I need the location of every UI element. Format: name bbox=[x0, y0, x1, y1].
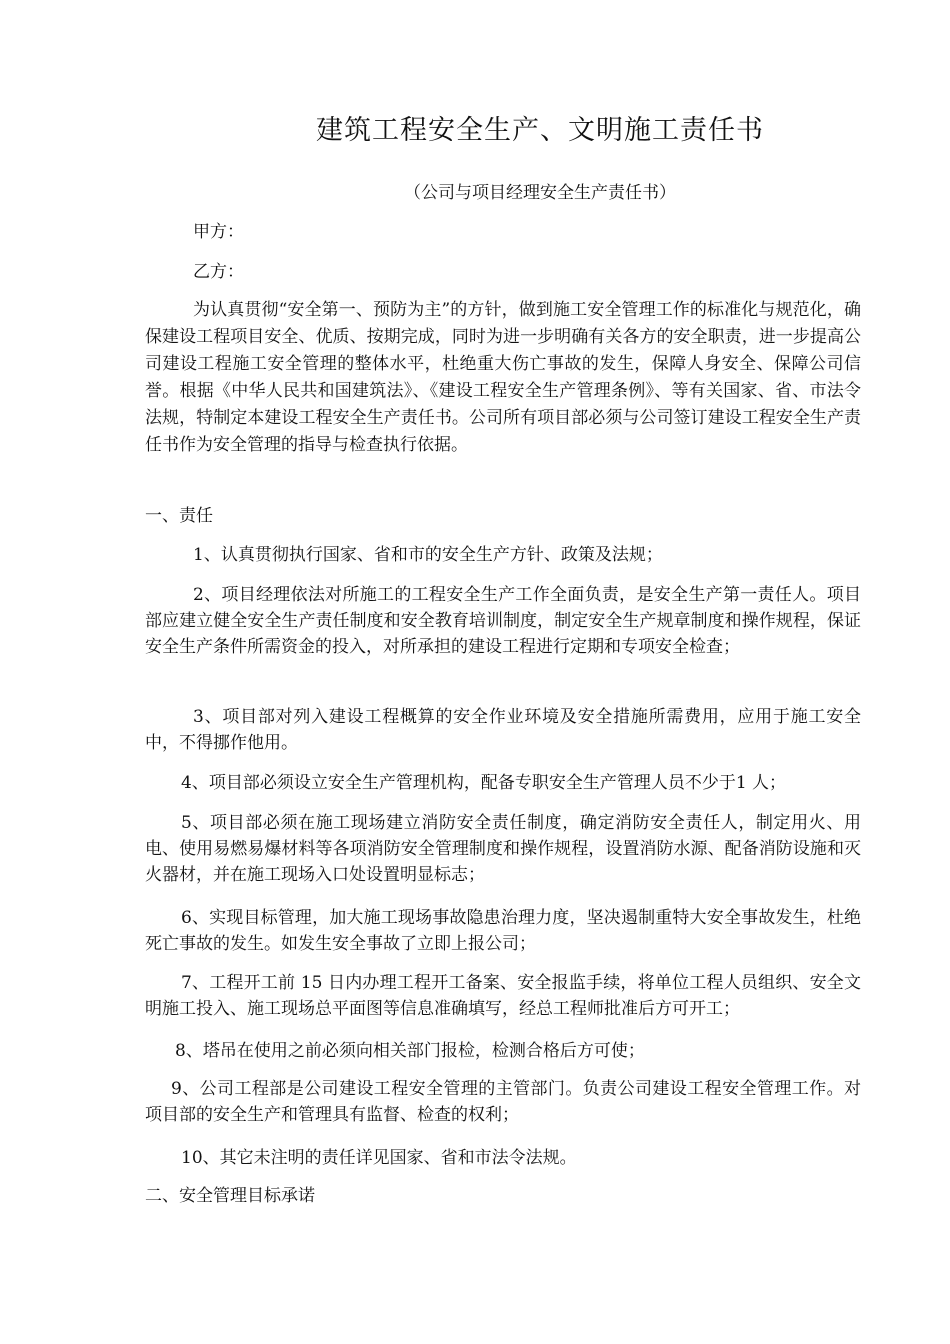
item-2: 2、项目经理依法对所施工的工程安全生产工作全面负责，是安全生产第一责任人。项目部应建立健全安全生产责任制度和安全教育培训制度，制定安全生产规章制度和操作规程，保证安全生产条件所需资金的投入，对所承担的建设工程进行定期和专项安全检查； bbox=[145, 585, 861, 657]
section-heading-responsibility: 一、责任 bbox=[145, 506, 213, 526]
item-9: 9、公司工程部是公司建设工程安全管理的主管部门。负责公司建设工程安全管理工作。对项目部的安全生产和管理具有监督、检查的权利； bbox=[145, 1079, 861, 1125]
party-a-label: 甲方： bbox=[193, 222, 244, 242]
item-5: 5、项目部必须在施工现场建立消防安全责任制度，确定消防安全责任人，制定用火、用电、使用易燃易爆材料等各项消防安全管理制度和操作规程，设置消防水源、配备消防设施和灭火器材，并在施工现场入口处设置明显标志； bbox=[145, 813, 861, 885]
item-1: 1、认真贯彻执行国家、省和市的安全生产方针、政策及法规； bbox=[193, 545, 663, 565]
item-7: 7、工程开工前 15 日内办理工程开工备案、安全报监手续，将单位工程人员组织、安全文明施工投入、施工现场总平面图等信息准确填写，经总工程师批准后方可开工； bbox=[145, 973, 861, 1019]
item-3: 3、项目部对列入建设工程概算的安全作业环境及安全措施所需费用，应用于施工安全中，不得挪作他用。 bbox=[145, 707, 861, 753]
item-8: 8、塔吊在使用之前必须向相关部门报检，检测合格后方可使； bbox=[175, 1041, 645, 1061]
intro-paragraph: 为认真贯彻“安全第一、预防为主”的方针，做到施工安全管理工作的标准化与规范化，确保建设工程项目安全、优质、按期完成，同时为进一步明确有关各方的安全职责，进一步提高公司建设工程施工安全管理的整体水平，杜绝重大伤亡事故的发生，保障人身安全、保障公司信誉。根据《中华人民共和国建筑法》、《建设工程安全生产管理条例》、等有关国家、省、市法令法规，特制定本建设工程安全生产责任书。公司所有项目部必须与公司签订建设工程安全生产责任书作为安全管理的指导与检查执行依据。 bbox=[145, 300, 861, 455]
document-title: 建筑工程安全生产、文明施工责任书 bbox=[316, 115, 764, 146]
item-4: 4、项目部必须设立安全生产管理机构，配备专职安全生产管理人员不少于1 人； bbox=[181, 773, 787, 793]
section-heading-safety-goals: 二、安全管理目标承诺 bbox=[145, 1186, 315, 1206]
item-6: 6、实现目标管理，加大施工现场事故隐患治理力度，坚决遏制重特大安全事故发生，杜绝死亡事故的发生。如发生安全事故了立即上报公司； bbox=[145, 908, 861, 954]
item-10: 10、其它未注明的责任详见国家、省和市法令法规。 bbox=[181, 1148, 577, 1168]
document-subtitle: （公司与项目经理安全生产责任书） bbox=[404, 183, 676, 203]
party-b-label: 乙方： bbox=[193, 262, 244, 282]
